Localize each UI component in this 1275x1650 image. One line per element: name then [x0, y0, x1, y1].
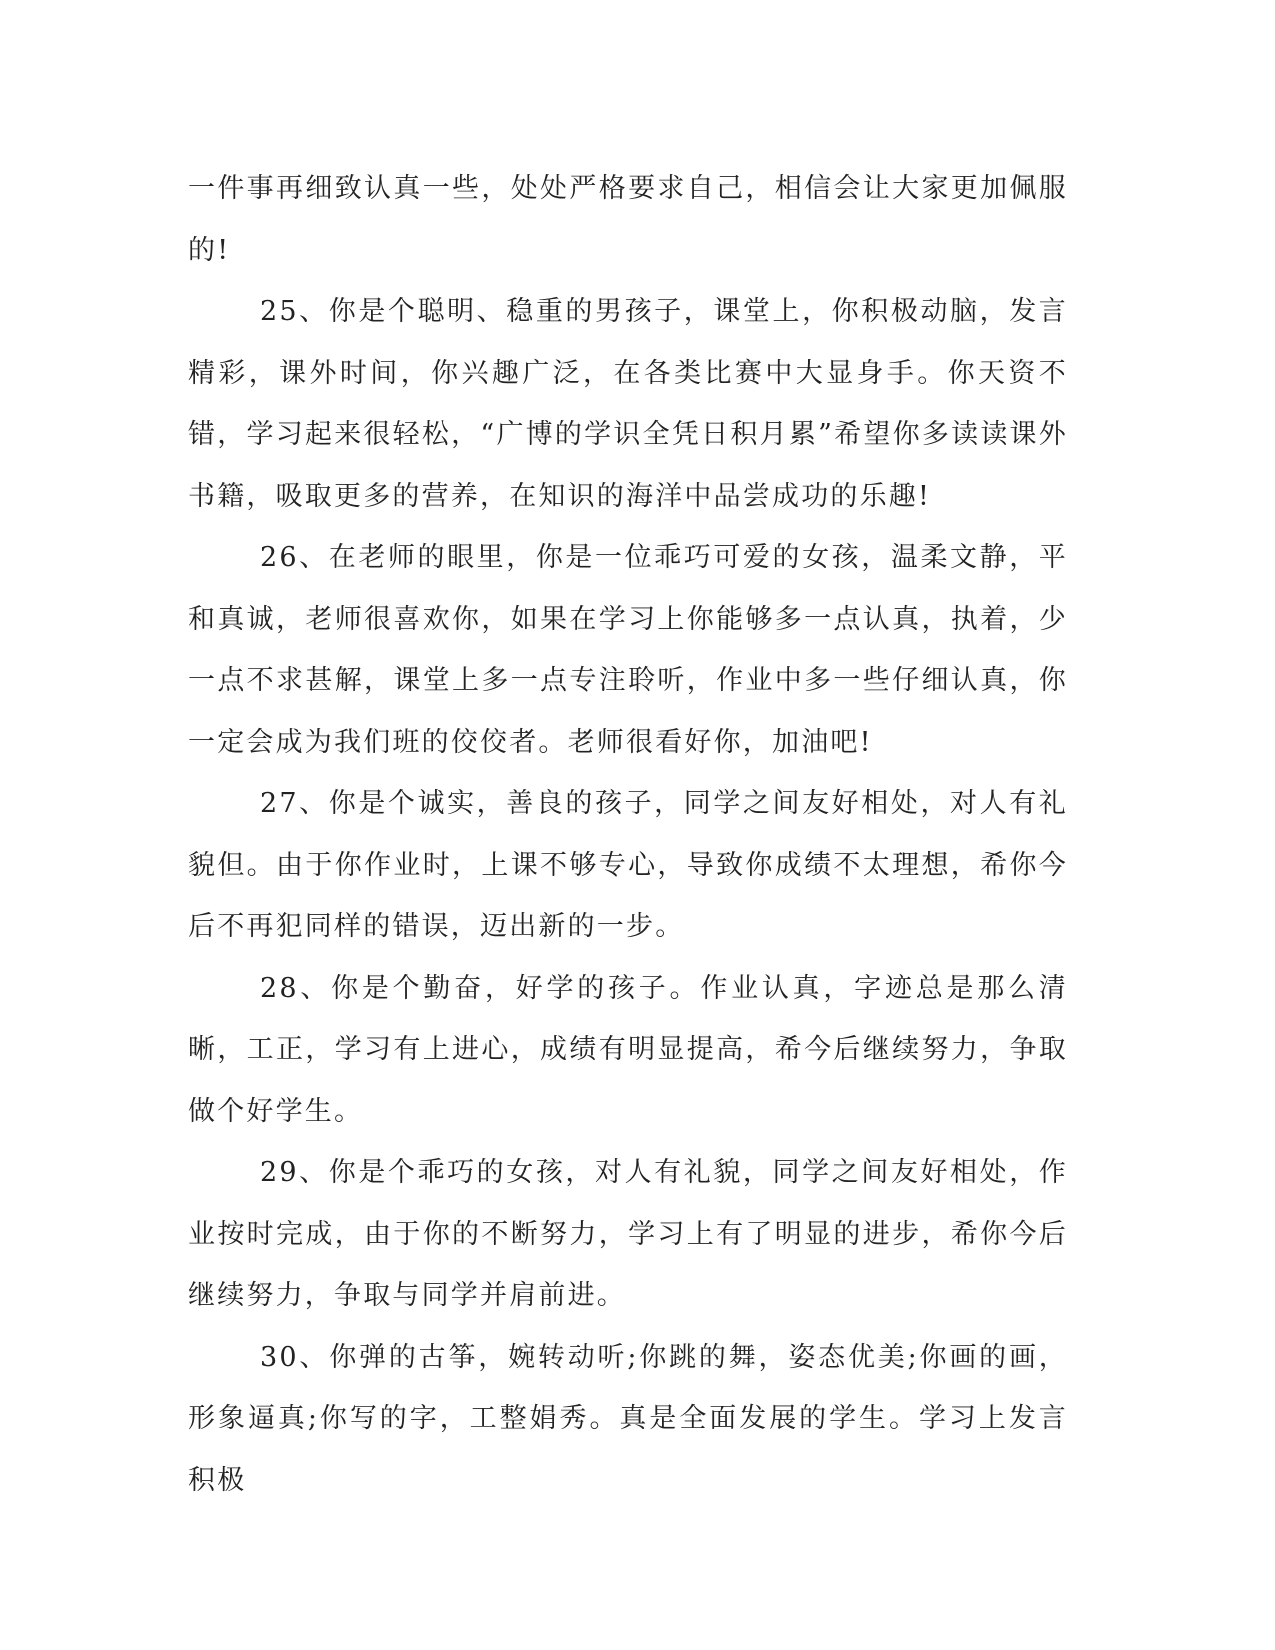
paragraph-25: 25、你是个聪明、稳重的男孩子，课堂上，你积极动脑，发言精彩，课外时间，你兴趣广泛，在各类比赛中大显身手。你天资不错，学习起来很轻松，“广博的学识全凭日积月累”希望你多读读课外书籍，吸取更多的营养，在知识的海洋中品尝成功的乐趣!: [188, 296, 1068, 512]
paragraph-30: 30、你弹的古筝，婉转动听;你跳的舞，姿态优美;你画的画，形象逼真;你写的字，工整娟秀。真是全面发展的学生。学习上发言积极: [188, 1341, 1068, 1496]
paragraph-29: 29、你是个乖巧的女孩，对人有礼貌，同学之间友好相处，作业按时完成，由于你的不断努力，学习上有了明显的进步，希你今后继续努力，争取与同学并肩前进。: [188, 1157, 1068, 1311]
paragraph-26: 26、在老师的眼里，你是一位乖巧可爱的女孩，温柔文静，平和真诚，老师很喜欢你，如果在学习上你能够多一点认真，执着，少一点不求甚解，课堂上多一点专注聆听，作业中多一些仔细认真，你一定会成为我们班的佼佼者。老师很看好你，加油吧!: [188, 542, 1068, 758]
paragraph-continuation: 一件事再细致认真一些，处处严格要求自己，相信会让大家更加佩服的!: [188, 173, 1068, 266]
paragraph-28: 28、你是个勤奋，好学的孩子。作业认真，字迹总是那么清晰，工正，学习有上进心，成绩有明显提高，希今后继续努力，争取做个好学生。: [188, 972, 1068, 1127]
paragraph-27: 27、你是个诚实，善良的孩子，同学之间友好相处，对人有礼貌但。由于你作业时，上课不够专心，导致你成绩不太理想，希你今后不再犯同样的错误，迈出新的一步。: [188, 788, 1068, 942]
document-body: [188, 158, 1068, 1511]
